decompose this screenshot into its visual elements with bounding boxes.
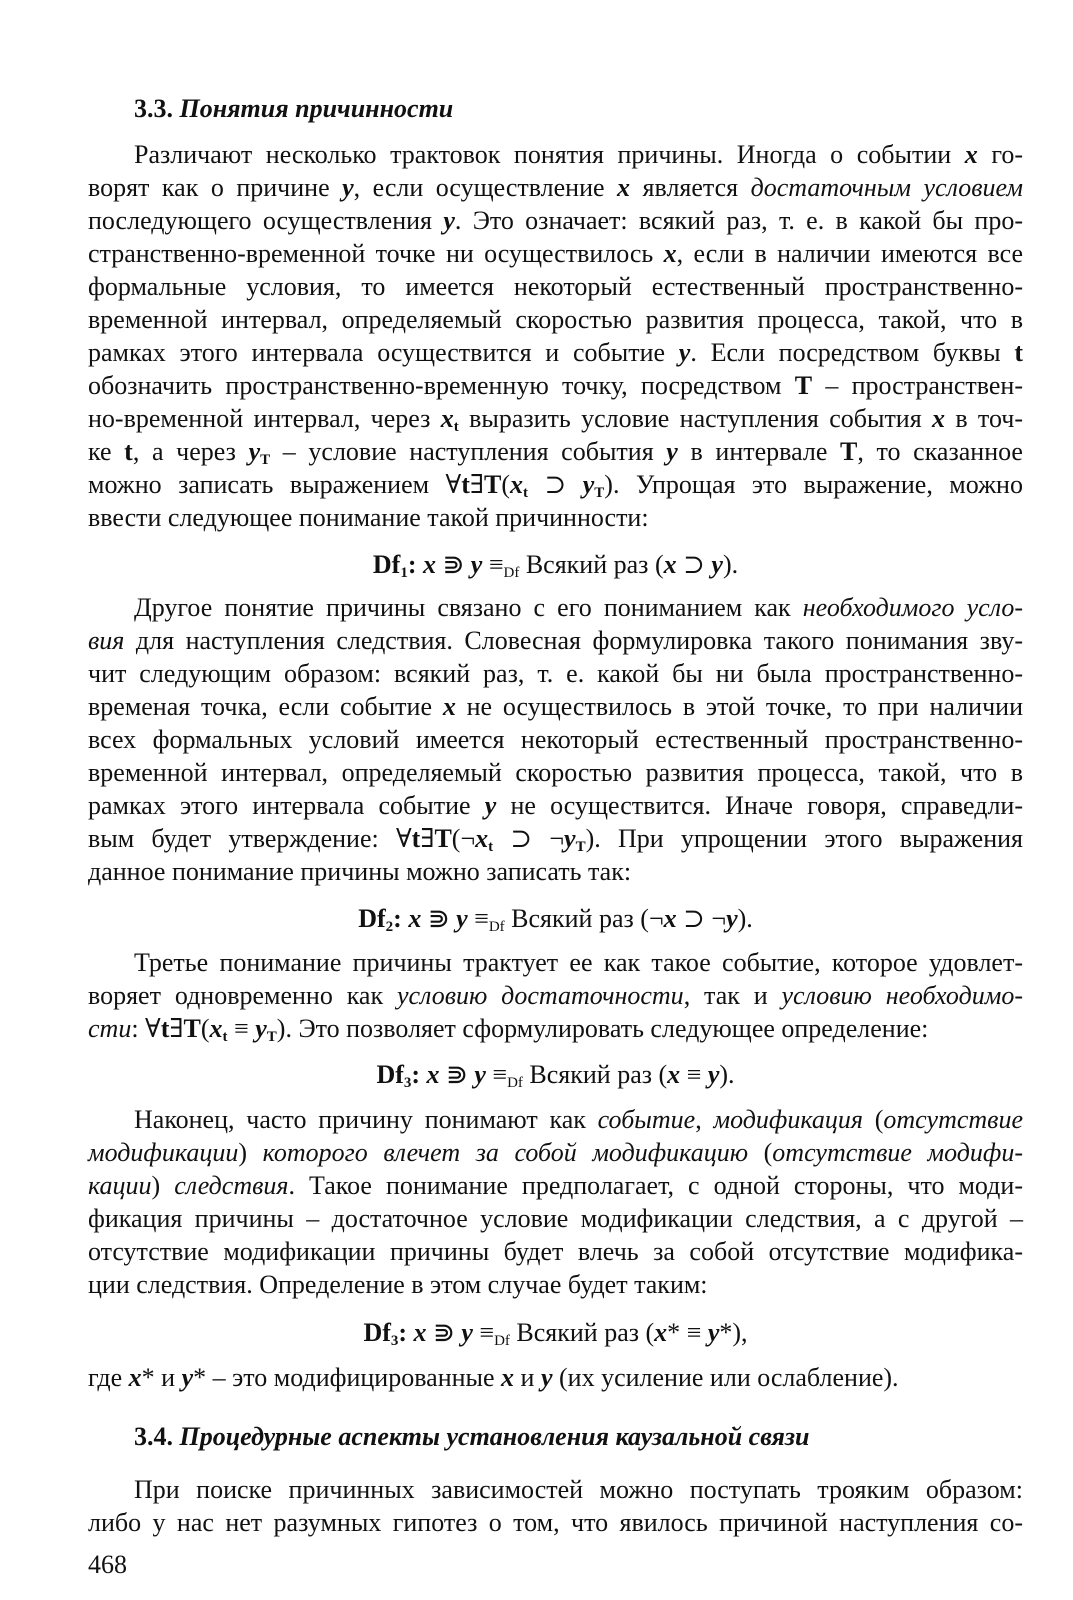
paragraph-line: но-временной интервал, через $x_t$ выразить условие наступления события x в точ- (88, 404, 1024, 435)
paragraph-line: ке t, а через $y_T$ – условие наступления события y в интервале T, то сказанное (88, 437, 1023, 468)
section-heading-3-3 (134, 92, 1069, 125)
section-number: 3.3. (134, 94, 173, 123)
section-number: 3.4. (134, 1422, 173, 1451)
paragraph-line: временая точка, если событие x не осуществилось в этой точке, то при наличии (88, 692, 1023, 721)
paragraph-line: странственно-временной точке ни осуществилось x, если в наличии имеются все (88, 239, 1024, 268)
paragraph-line: формальные условия, то имеется некоторый естественный пространственно- (88, 272, 1023, 301)
paragraph-line: временной интервал, определяемый скоростью развития процесса, такой, что в (88, 305, 1023, 334)
paragraph-line: всех формальных условий имеется некоторый естественный пространственно- (88, 725, 1023, 754)
section-heading-3-4 (134, 1420, 1069, 1453)
paragraph-line: временной интервал, определяемый скоростью развития процесса, такой, что в (88, 758, 1023, 787)
paragraph-line: рамках этого интервала событие y не осуществится. Иначе говоря, справедли- (88, 791, 1024, 820)
definition-df3: $Df_3$: x ⋑ $y \equiv_{Df}$ Всякий раз (x ≡ y). (376, 1060, 735, 1091)
paragraph-line: данное понимание причины можно записать так: (88, 857, 632, 886)
paragraph-line: обозначить пространственно-временную точку, посредством T – пространствен- (88, 371, 1023, 400)
paragraph-line: фикация причины – достаточное условие модификации следствия, а с другой – (88, 1204, 1023, 1233)
paragraph-line: Наконец, часто причину понимают как событие, модификация (отсутствие (134, 1105, 1023, 1134)
paragraph-line: вым будет утверждение: $\forall t\exists T(\neg x_t$ ⊃ $\neg y_T$). При упрощении этого выражения (88, 824, 1023, 855)
definition-df2: $Df_2$: x ⋑ $y \equiv_{Df}$ Всякий раз (¬x ⊃ ¬y). (358, 904, 753, 935)
paragraph-line: Различают несколько трактовок понятия причины. Иногда о событии x го- (134, 140, 1023, 169)
paragraph-line: отсутствие модификации причины будет влечь за собой отсутствие модифика- (88, 1237, 1023, 1266)
paragraph-line: воряет одновременно как условию достаточности, так и условию необходимо- (88, 981, 1023, 1010)
paragraph-line: чит следующим образом: всякий раз, т. е. какой бы ни была пространственно- (88, 659, 1023, 688)
paragraph-line: либо у нас нет разумных гипотез о том, что явилось причиной наступления со- (88, 1508, 1023, 1537)
paragraph-line: можно записать выражением $\forall t\exists T(x_t$ ⊃ $y_T$). Упрощая это выражение, можно (88, 470, 1023, 501)
paragraph-line: Третье понимание причины трактует ее как такое событие, которое удовлет- (134, 948, 1023, 977)
paragraph-line: вия для наступления следствия. Словесная формулировка такого понимания зву- (88, 626, 1023, 655)
paragraph-line: ции следствия. Определение в этом случае будет таким: (88, 1270, 708, 1299)
paragraph-line: При поиске причинных зависимостей можно поступать трояким образом: (134, 1475, 1023, 1504)
paragraph-line: сти: $\forall t\exists T(x_t \equiv y_T)$. Это позволяет сформулировать следующее определение: (88, 1014, 929, 1045)
definition-df1: $Df_1$: x ⋑ $y \equiv_{Df}$ Всякий раз (x ⊃ y). (372, 550, 739, 581)
paragraph-line: последующего осуществления y. Это означает: всякий раз, т. е. в какой бы про- (88, 206, 1023, 235)
paragraph-line: Другое понятие причины связано с его пониманием как необходимого усло- (134, 593, 1024, 622)
paragraph-line: ввести следующее понимание такой причинности: (88, 503, 649, 532)
paragraph-line: кации) следствия. Такое понимание предполагает, с одной стороны, что моди- (88, 1171, 1023, 1200)
paragraph-line: рамках этого интервала осуществится и событие y. Если посредством буквы t (88, 338, 1023, 367)
page-number: 468 (88, 1550, 127, 1579)
paragraph-line: где x* и y* – это модифицированные x и y (их усиление или ослабление). (88, 1363, 899, 1392)
section-title: Понятия причинности (179, 94, 454, 123)
section-title: Процедурные аспекты установления каузальной связи (179, 1422, 810, 1451)
definition-df3-modified: $Df_3$: x ⋑ $y \equiv_{Df}$ Всякий раз (x* ≡ y*), (363, 1318, 748, 1349)
paragraph-line: модификации) которого влечет за собой модификацию (отсутствие модифи- (88, 1138, 1023, 1167)
paragraph-line: ворят как о причине y, если осуществление x является достаточным условием (88, 173, 1023, 202)
